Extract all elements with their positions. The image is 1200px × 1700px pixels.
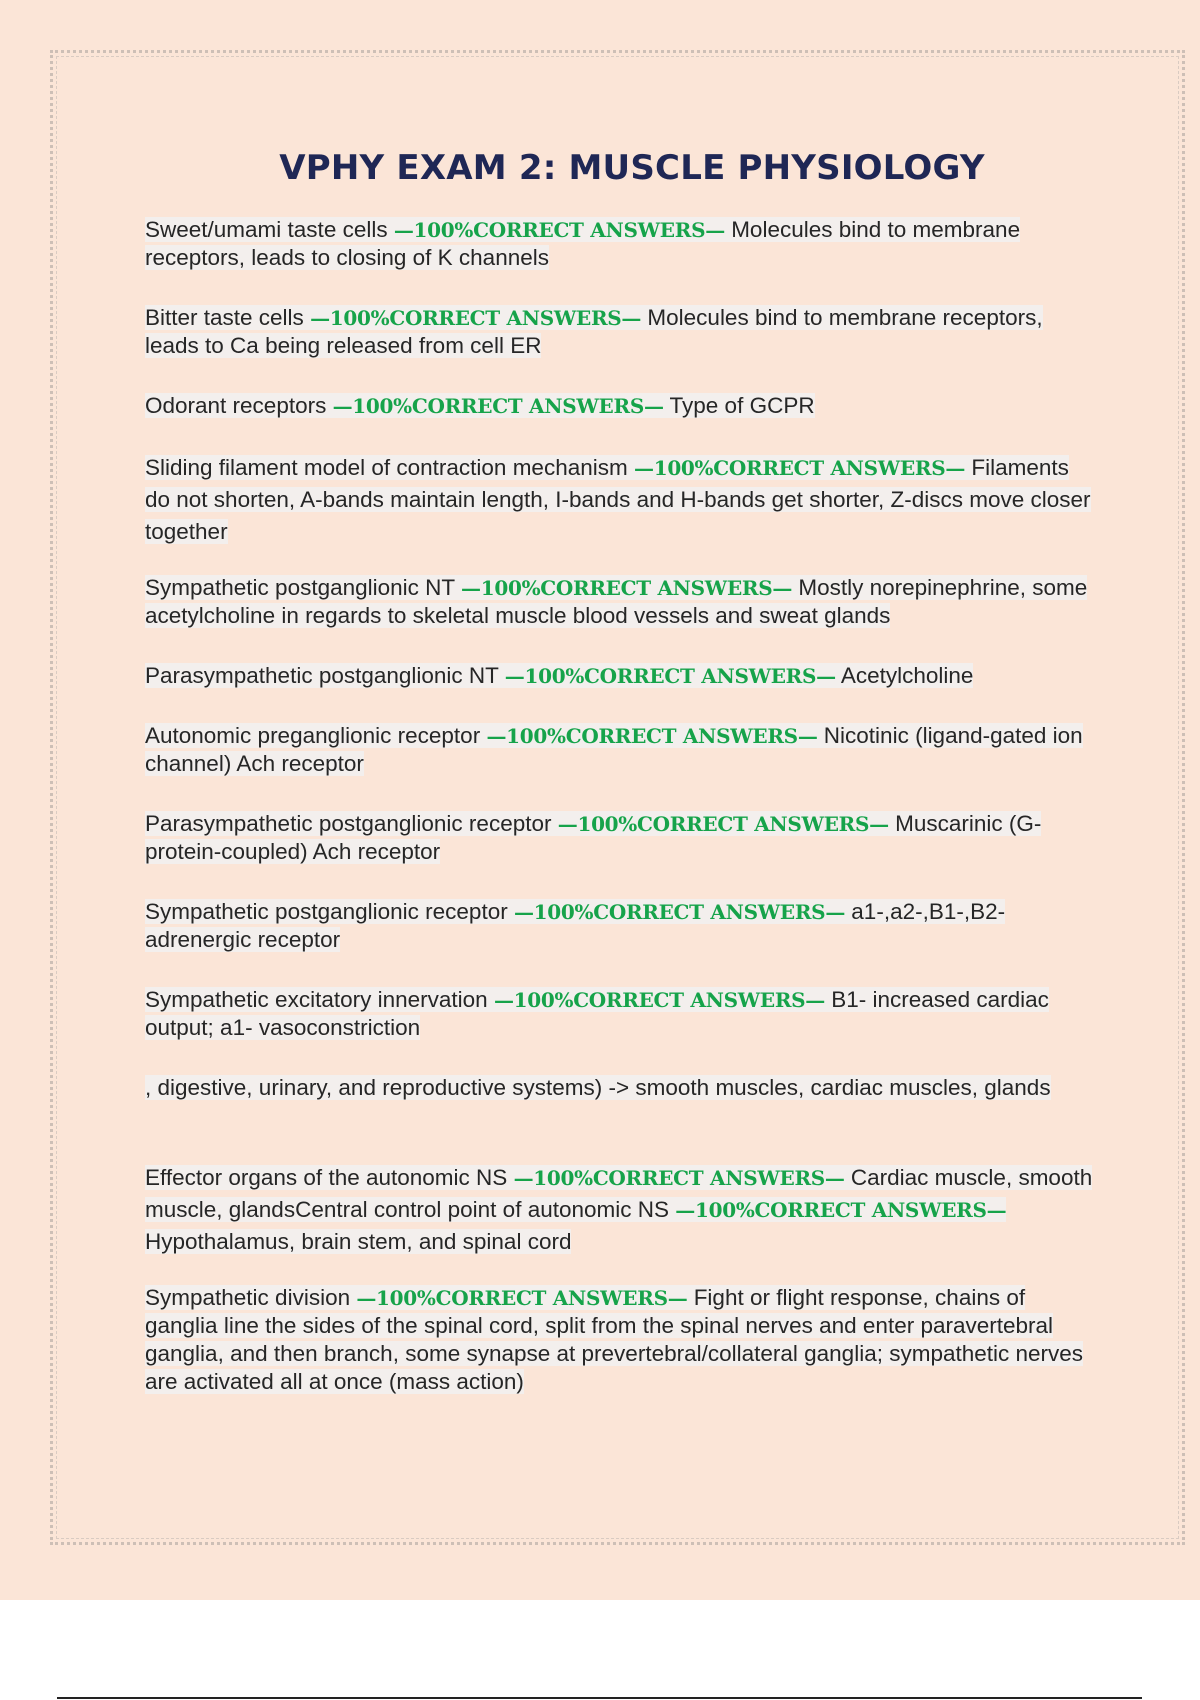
entry-term: Autonomic preganglionic receptor [145, 723, 481, 748]
entry-answer: a1-,a2-,B1-,B2-adrenergic receptor [145, 899, 1006, 952]
entry-answer: Cardiac muscle, smooth muscle, glandsCentral control point of autonomic NS [145, 1165, 1093, 1222]
answer-marker: —100%CORRECT ANSWERS— [634, 456, 966, 480]
answer-marker: —100%CORRECT ANSWERS— [461, 576, 793, 600]
answer-marker: —100%CORRECT ANSWERS— [356, 1286, 688, 1310]
entry-answer: Type of GCPR [669, 393, 815, 418]
answer-marker: —100%CORRECT ANSWERS— [675, 1198, 1007, 1222]
qa-entry-parasympathetic-nt [145, 662, 1095, 690]
qa-entry-sweet-umami [145, 216, 1095, 272]
answer-marker: —100%CORRECT ANSWERS— [493, 988, 825, 1012]
answer-marker: —100%CORRECT ANSWERS— [393, 218, 725, 242]
entry-answer: Muscarinic (G-protein-coupled) Ach receptor [145, 811, 1042, 864]
answer-marker: —100%CORRECT ANSWERS— [513, 900, 846, 924]
entry-term: Bitter taste cells [145, 305, 304, 330]
entry-answer: Nicotinic (ligand-gated ion channel) Ach receptor [145, 723, 1083, 776]
entry-answer: Acetylcholine [840, 663, 974, 688]
qa-entry-parasympathetic-receptor [145, 810, 1095, 866]
qa-entry-sympathetic-receptor [145, 898, 1095, 954]
entry-term: Sympathetic postganglionic NT [145, 575, 455, 600]
entry-answer: Mostly norepinephrine, some acetylcholine in regards to skeletal muscle blood vessels and sweat glands [145, 575, 1088, 628]
bottom-divider [57, 1697, 1142, 1699]
qa-entry-bitter [145, 304, 1095, 360]
text-fragment [145, 1074, 1095, 1102]
entry-answer: Filaments do not shorten, A-bands maintain length, I-bands and H-bands get shorter, Z-discs move closer together [145, 455, 1091, 544]
qa-entry-preganglionic-receptor [145, 722, 1095, 778]
page-title: VPHY EXAM 2: MUSCLE PHYSIOLOGY [279, 148, 985, 188]
qa-entry-sympathetic-excitatory [145, 986, 1095, 1042]
answer-marker: —100%CORRECT ANSWERS— [557, 812, 889, 836]
answer-marker: —100%CORRECT ANSWERS— [332, 394, 664, 418]
answer-marker: —100%CORRECT ANSWERS— [310, 306, 642, 330]
entry-term: Effector organs of the autonomic NS [145, 1165, 508, 1190]
qa-entry-effector-organs [145, 1162, 1095, 1258]
qa-entry-sympathetic-nt [145, 574, 1095, 630]
entry-answer: Molecules bind to membrane receptors, leads to closing of K channels [145, 217, 1021, 270]
entry-term: Parasympathetic postganglionic NT [145, 663, 499, 688]
answer-marker: —100%CORRECT ANSWERS— [513, 1166, 845, 1190]
entry-term: Sweet/umami taste cells [145, 217, 388, 242]
entry-term: Parasympathetic postganglionic receptor [145, 811, 552, 836]
entry-term: Sliding filament model of contraction mechanism [145, 455, 628, 480]
entry-answer: Hypothalamus, brain stem, and spinal cord [145, 1229, 572, 1254]
qa-entry-odorant [145, 392, 1095, 420]
entry-term: Sympathetic excitatory innervation [145, 987, 488, 1012]
entry-answer: Molecules bind to membrane receptors, leads to Ca being released from cell ER [145, 305, 1043, 358]
qa-entry-sliding-filament [145, 452, 1095, 548]
entry-term: Sympathetic postganglionic receptor [145, 899, 508, 924]
entry-answer: B1- increased cardiac output; a1- vasoconstriction [145, 987, 1049, 1040]
entry-term: Sympathetic division [145, 1285, 351, 1310]
answer-marker: —100%CORRECT ANSWERS— [486, 724, 818, 748]
entry-term: Odorant receptors [145, 393, 327, 418]
entry-answer: Fight or flight response, chains of ganglia line the sides of the spinal cord, split from the spinal nerves and enter paravertebral ganglia, and then branch, some synapse at prevertebral/collateral ganglia; sympathetic nerves are activated all at once (mass action) [145, 1285, 1084, 1394]
qa-entry-sympathetic-division [145, 1284, 1095, 1396]
document-content [145, 148, 1095, 1428]
fragment-text: , digestive, urinary, and reproductive systems) -> smooth muscles, cardiac muscles, glands [145, 1075, 1051, 1100]
answer-marker: —100%CORRECT ANSWERS— [504, 664, 836, 688]
